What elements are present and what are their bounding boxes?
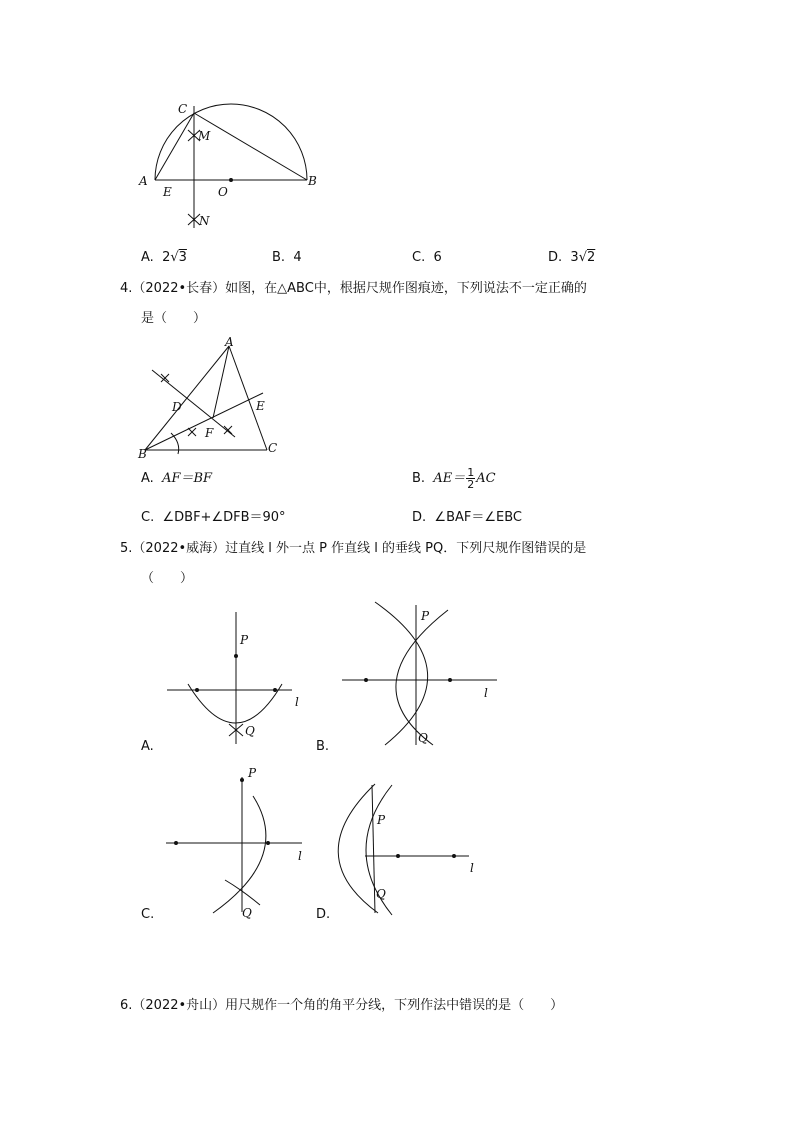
q4-label-c: C [268,441,278,455]
q4-option-c[interactable]: C. ∠DBF+∠DFB＝90° [141,510,286,525]
q3-option-b[interactable]: B. 4 [272,250,302,265]
q5-option-c[interactable]: C. [141,907,155,922]
q3-label-m: M [198,129,211,143]
q5d-label-l: l [470,861,474,875]
q5d-label-q: Q [376,887,386,901]
q5c-label-p: P [248,766,257,780]
q3-option-d[interactable]: D. 3√2 [548,250,596,265]
q4-label-e: E [256,399,265,413]
q5-figure-a [167,612,299,744]
q5b-label-p: P [421,609,430,623]
q5c-label-q: Q [242,906,252,920]
q3-label-o: O [218,185,228,199]
q4-question-line2: 是（ ） [141,311,207,326]
q4-fraction: $\frac{1}{2}$ [467,466,475,491]
q5-question-line2: （ ） [141,571,194,586]
q5c-label-l: l [298,849,302,863]
q4-label-f: F [205,426,214,440]
q5b-label-l: l [484,686,488,700]
q4-label-a: A [225,335,234,349]
q4-label-d: D [172,400,182,414]
q3-label-n: N [199,214,210,228]
q5-figure-c [166,766,302,920]
q4-label-b: B [138,447,147,461]
q3-label-a: A [139,174,148,188]
q3-label-e: E [163,185,172,199]
q5-option-a[interactable]: A. [141,739,154,754]
q5a-label-q: Q [245,724,255,738]
q4-option-a[interactable]: A. AF＝BF [141,471,213,486]
q5-question-line1: 5.（2022•威海）过直线 l 外一点 P 作直线 l 的垂线 PQ．下列尺规作图错误的是 [120,541,587,556]
q5b-label-q: Q [418,731,428,745]
q5-figure-d [338,784,474,915]
q3-option-a[interactable]: A. 2√3 [141,250,187,265]
q3-option-c[interactable]: C. 6 [412,250,442,265]
q5a-label-l: l [295,695,299,709]
q5a-label-p: P [240,633,249,647]
q3-label-c: C [178,102,188,116]
q5-option-d[interactable]: D. [316,907,331,922]
q4-option-d[interactable]: D. ∠BAF＝∠EBC [412,510,523,525]
q6-question-line1: 6.（2022•舟山）用尺规作一个角的角平分线，下列作法中错误的是（ ） [120,998,564,1013]
q5-option-b[interactable]: B. [316,739,330,754]
q5d-label-p: P [377,813,386,827]
q4-question-line1: 4.（2022•长春）如图，在△ABC中，根据尺规作图痕迹，下列说法不一定正确的 [120,281,587,296]
q5-figure-b [342,602,497,745]
q3-label-b: B [308,174,317,188]
q4-option-b[interactable]: B. AE＝ $\frac{1}{2}$ AC [412,466,496,491]
